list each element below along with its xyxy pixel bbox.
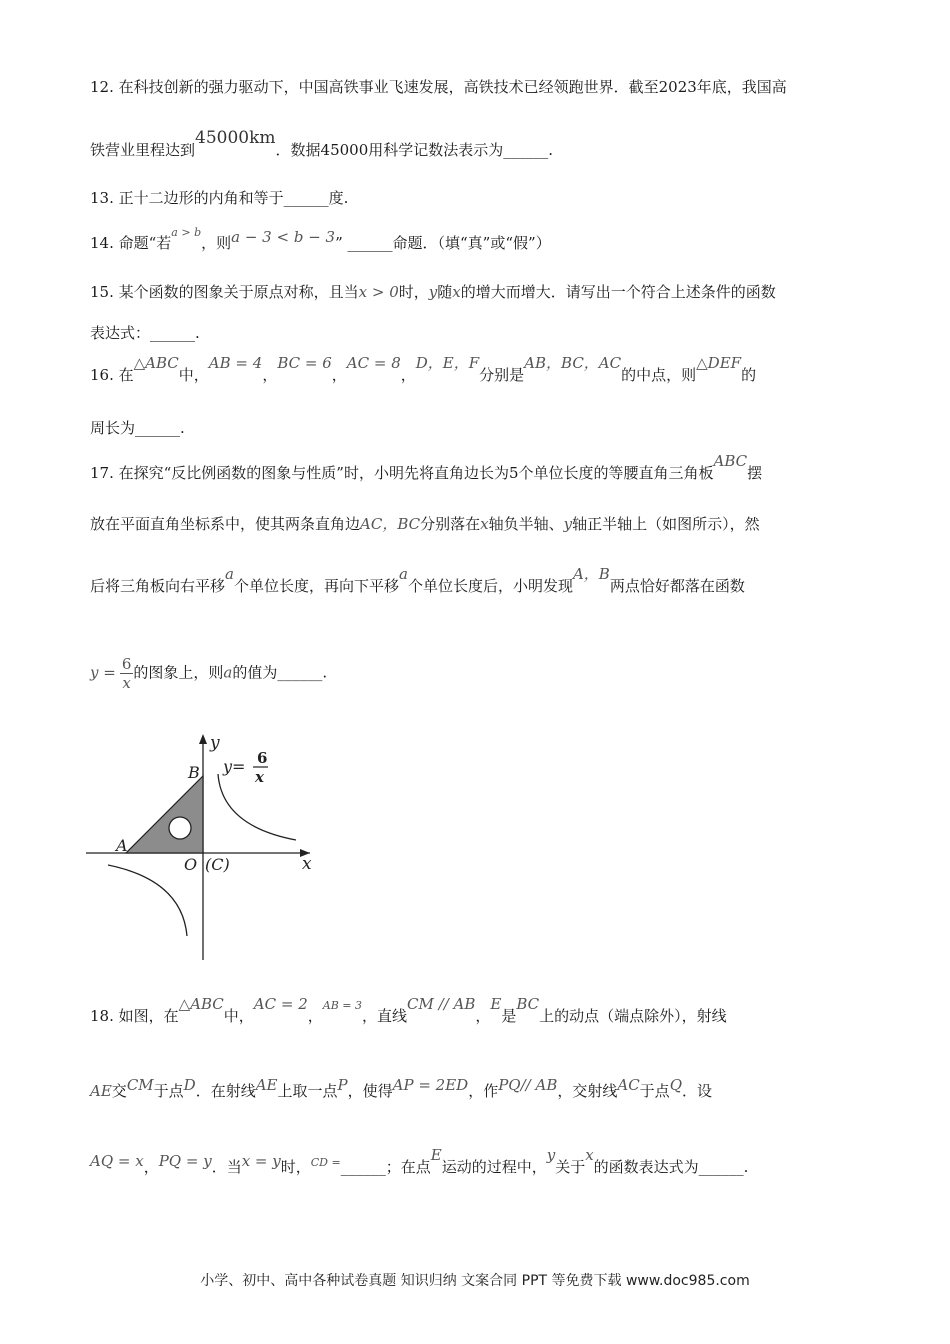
q16-t7: 的 bbox=[741, 366, 757, 384]
q18-l2-t4: 上取一点 bbox=[277, 1082, 338, 1100]
q18-l1-m5: E bbox=[490, 995, 502, 1013]
q16-line2: 周长为______. bbox=[90, 419, 185, 437]
q17-l4-num: 6 bbox=[121, 655, 132, 673]
q18-l1-m1: △ABC bbox=[178, 995, 224, 1013]
x-axis-label: x bbox=[302, 854, 312, 874]
q18-l2-m4: AE bbox=[255, 1076, 278, 1094]
q18-l2-t1: 交 bbox=[111, 1082, 127, 1100]
q18-l1-pre: 18. 如图，在 bbox=[90, 1007, 179, 1025]
q16-pre: 16. 在 bbox=[90, 366, 134, 384]
q16-line1 bbox=[90, 354, 757, 385]
q15-post: 的增大而增大．请写出一个符合上述条件的函数 bbox=[460, 283, 776, 301]
q18-l3-m6: y bbox=[546, 1146, 556, 1164]
q18-l3-m5: E bbox=[430, 1146, 442, 1164]
q16-t4: ， bbox=[400, 366, 416, 384]
q12-line2 bbox=[90, 128, 554, 160]
q12-line1: 12. 在科技创新的强力驱动下，中国高铁事业飞速发展，高铁技术已经领跑世界．截至2023年底，我国高 bbox=[90, 78, 787, 96]
q14-m1: a > b bbox=[171, 226, 202, 239]
function-label-y: y= bbox=[223, 757, 246, 776]
q18-l3-m1: AQ = x bbox=[90, 1152, 144, 1170]
label-B: B bbox=[188, 763, 200, 782]
q18-l3-t6: 关于 bbox=[555, 1158, 586, 1176]
q17-line4 bbox=[90, 655, 327, 692]
q16-t6: 的中点，则 bbox=[621, 366, 697, 384]
q12-text-post: ．数据45000用科学记数法表示为______. bbox=[275, 141, 554, 159]
q13-line: 13. 正十二边形的内角和等于______度. bbox=[90, 189, 349, 207]
q17-l2-m3: y bbox=[563, 515, 573, 533]
q18-line3 bbox=[90, 1146, 749, 1179]
q17-line1 bbox=[90, 452, 763, 483]
q15-line1 bbox=[90, 282, 776, 302]
q16-t2: ， bbox=[262, 366, 278, 384]
q17-l1-pre: 17. 在探究“反比例函数的图象与性质”时，小明先将直角边长为5个单位长度的等腰直角三角板 bbox=[90, 464, 714, 482]
q14-mid: ，则 bbox=[201, 234, 232, 252]
q16-m3: BC = 6 bbox=[277, 354, 332, 372]
q17-l3-pre: 后将三角板向右平移 bbox=[90, 577, 226, 595]
q16-m6: AB，BC，AC bbox=[524, 354, 622, 372]
q18-l3-t5: 运动的过程中， bbox=[441, 1158, 547, 1176]
q18-l1-m3: AB = 3 bbox=[322, 999, 363, 1012]
q15-mid1: 时， bbox=[398, 283, 429, 301]
q18-l2-m8: AC bbox=[617, 1076, 640, 1094]
q18-l3-m2: PQ = y bbox=[158, 1152, 212, 1170]
label-A: A bbox=[116, 836, 128, 855]
q18-l2-m7: PQ// AB bbox=[498, 1076, 558, 1094]
footer-text: 小学、初中、高中各种试卷真题 知识归纳 文案合同 PPT 等免费下载 www.doc985.com bbox=[200, 1273, 750, 1289]
q18-l1-t4: ， bbox=[475, 1007, 491, 1025]
q17-l3-t2: 个单位长度后，小明发现 bbox=[407, 577, 573, 595]
q17-l4-t1: 的图象上，则 bbox=[133, 663, 224, 682]
q16-t1: 中， bbox=[178, 366, 209, 384]
q18-l1-t2: ， bbox=[307, 1007, 323, 1025]
q18-l2-t5: ，使得 bbox=[347, 1082, 393, 1100]
q18-l2-t7: ，交射线 bbox=[557, 1082, 618, 1100]
q17-l2-t2: 轴负半轴、 bbox=[488, 515, 564, 533]
q16-m1: △ABC bbox=[133, 354, 179, 372]
function-label-num: 6 bbox=[257, 749, 268, 767]
q18-l3-m7: x bbox=[585, 1146, 594, 1164]
q18-line1 bbox=[90, 995, 727, 1028]
q17-l3-post: 两点恰好都落在函数 bbox=[609, 577, 745, 595]
q17-line3 bbox=[90, 565, 745, 596]
label-C: (C) bbox=[205, 855, 230, 874]
q18-l2-post: ．设 bbox=[682, 1082, 713, 1100]
q12-text-pre: 铁营业里程达到 bbox=[90, 141, 196, 159]
q17-l4-den: x bbox=[122, 674, 131, 692]
q15-m2: y bbox=[428, 283, 438, 301]
q16-t3: ， bbox=[331, 366, 347, 384]
q18-l1-post: 上的动点（端点除外），射线 bbox=[539, 1007, 727, 1025]
q18-l2-m9: Q bbox=[669, 1076, 682, 1094]
function-label-den: x bbox=[255, 768, 264, 786]
q18-l2-m5: P bbox=[337, 1076, 348, 1094]
q17-l2-m2: x bbox=[480, 515, 489, 533]
q18-l1-t5: 是 bbox=[501, 1007, 517, 1025]
triangle-ABC bbox=[126, 776, 203, 853]
q17-l1-post: 摆 bbox=[747, 464, 763, 482]
q18-l2-t8: 于点 bbox=[639, 1082, 670, 1100]
q18-l2-m6: AP = 2ED bbox=[392, 1076, 469, 1094]
q14-line bbox=[90, 226, 551, 255]
q17-l4-post: 的值为______. bbox=[232, 663, 328, 682]
q18-l2-t3: ．在射线 bbox=[195, 1082, 256, 1100]
q18-l1-t1: 中， bbox=[223, 1007, 254, 1025]
q15-mid2: 随 bbox=[437, 283, 453, 301]
q18-l1-m4: CM // AB bbox=[407, 995, 476, 1013]
q18-l3-m3: x = y bbox=[241, 1152, 281, 1170]
q18-l2-m1: AE bbox=[90, 1082, 112, 1100]
triangle-hole bbox=[169, 817, 191, 839]
label-O: O bbox=[184, 855, 198, 874]
q18-l3-t4: ______；在点 bbox=[340, 1158, 431, 1176]
q14-post: ” ______命题．（填“真”或“假”） bbox=[335, 234, 551, 252]
q17-l2-pre: 放在平面直角坐标系中，使其两条直角边 bbox=[90, 515, 361, 533]
q17-line2 bbox=[90, 514, 760, 534]
q12-math-km: 45000km bbox=[195, 128, 276, 148]
q17-l4-fraction bbox=[120, 655, 134, 692]
q18-l1-m2: AC = 2 bbox=[253, 995, 308, 1013]
q17-l1-m: ABC bbox=[713, 452, 748, 470]
q18-l3-t2: ．当 bbox=[211, 1158, 242, 1176]
q18-l2-m2: CM bbox=[126, 1076, 154, 1094]
q18-l3-m4: CD = bbox=[310, 1156, 341, 1169]
q17-l3-m3: A，B bbox=[572, 565, 610, 583]
y-axis-label: y bbox=[210, 733, 220, 753]
y-axis-arrow bbox=[199, 734, 207, 744]
q18-l3-post: 的函数表达式为______. bbox=[593, 1158, 749, 1176]
q16-t5: 分别是 bbox=[479, 366, 525, 384]
q18-l2-t2: 于点 bbox=[153, 1082, 184, 1100]
q16-m7: △DEF bbox=[696, 354, 742, 372]
q18-l3-t3: 时， bbox=[280, 1158, 311, 1176]
q18-l3-t1: ， bbox=[143, 1158, 159, 1176]
q14-pre: 14. 命题“若 bbox=[90, 234, 172, 252]
q17-l2-m1: AC，BC bbox=[360, 515, 421, 533]
hyperbola-branch-2 bbox=[108, 865, 187, 936]
q14-m2: a − 3 < b − 3 bbox=[231, 228, 336, 246]
q17-l2-t1: 分别落在 bbox=[420, 515, 481, 533]
q16-m5: D，E，F bbox=[415, 354, 480, 372]
q17-l3-m1: a bbox=[225, 565, 234, 583]
q15-line2: 表达式：______. bbox=[90, 324, 200, 342]
q16-m2: AB = 4 bbox=[208, 354, 263, 372]
q17-l4-y: y = bbox=[90, 663, 116, 682]
coordinate-figure bbox=[82, 730, 332, 970]
q18-line2 bbox=[90, 1076, 713, 1101]
q17-l3-t1: 个单位长度，再向下平移 bbox=[233, 577, 399, 595]
q17-l4-m: a bbox=[223, 663, 233, 682]
q18-l1-t3: ，直线 bbox=[362, 1007, 408, 1025]
q15-m3: x bbox=[452, 283, 461, 301]
q17-l3-m2: a bbox=[398, 565, 408, 583]
q18-l2-t6: ，作 bbox=[468, 1082, 499, 1100]
q18-l1-m6: BC bbox=[516, 995, 540, 1013]
q15-pre: 15. 某个函数的图象关于原点对称，且当 bbox=[90, 283, 359, 301]
q17-l2-post: 轴正半轴上（如图所示），然 bbox=[572, 515, 760, 533]
q18-l2-m3: D bbox=[183, 1076, 196, 1094]
q16-m4: AC = 8 bbox=[346, 354, 401, 372]
q15-m1: x > 0 bbox=[358, 283, 399, 301]
